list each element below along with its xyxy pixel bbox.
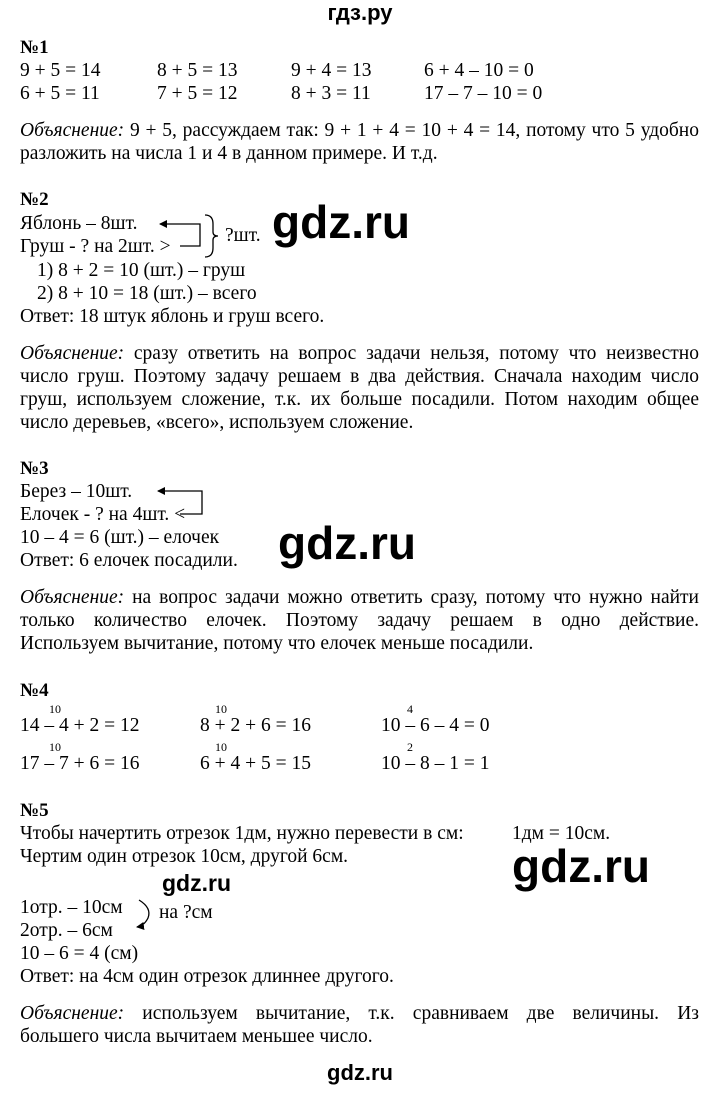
watermark: gdz.ru (272, 196, 410, 248)
task2-title: №2 (20, 189, 49, 210)
task2-explanation-line: груш, используем сложение, т.к. их больше посадили. Потом находим общее (20, 389, 699, 410)
task5-curved-arrow (137, 900, 149, 927)
task5-step: 10 – 6 = 4 (см) (20, 943, 139, 964)
task4-expr: 17 – 7 + 6 = 16 (20, 753, 140, 774)
task5-question: на ?см (159, 902, 213, 923)
task5-segment: 1отр. – 10см (20, 897, 123, 918)
task5-segment: 2отр. – 6см (20, 920, 113, 941)
task4-expr: 10 – 8 – 1 = 1 (381, 753, 490, 774)
task5-text: Чертим один отрезок 10см, другой 6см. (20, 846, 349, 867)
task5-title: №5 (20, 800, 49, 821)
task4-hint: 2 (407, 740, 413, 754)
task4-hint: 10 (215, 740, 227, 754)
task1-title: №1 (20, 37, 49, 58)
task3-explanation-line: только количество елочек. Поэтому задачу решаем в одно действие. (20, 610, 699, 631)
task2-explanation-line: число деревьев, «всего», используем сложение. (20, 412, 414, 433)
task2-condition: Яблонь – 8шт. (20, 213, 138, 234)
task4-hint: 10 (49, 702, 61, 716)
site-header: гдз.ру (327, 0, 393, 25)
task4-expr: 8 + 2 + 6 = 16 (200, 715, 311, 736)
task1-expr: 17 – 7 – 10 = 0 (424, 83, 543, 104)
task5-explanation: Объяснение: используем вычитание, т.к. сравниваем две величины. Из (20, 1003, 699, 1024)
task3-title: №3 (20, 458, 49, 479)
task3-condition: Елочек - ? на 4шт. < (20, 504, 186, 525)
explanation-label: Объяснение: (20, 587, 125, 608)
task3-explanation: Объяснение: на вопрос задачи можно ответить сразу, потому что нужно найти (20, 587, 699, 608)
task5-explanation-line: большего числа вычитаем меньшее число. (20, 1026, 373, 1047)
task2-relation-arrow (160, 224, 200, 246)
task2-step: 1) 8 + 2 = 10 (шт.) – груш (37, 260, 246, 281)
task2-condition: Груш - ? на 2шт. > (20, 236, 171, 257)
task4-expr: 14 – 4 + 2 = 12 (20, 715, 140, 736)
explanation-label: Объяснение: (20, 120, 125, 141)
task5-text: Чтобы начертить отрезок 1дм, нужно перевести в см: (20, 823, 464, 844)
task2-question: ?шт. (225, 225, 261, 246)
task3-answer: Ответ: 6 елочек посадили. (20, 550, 238, 571)
watermark: gdz.ru (512, 840, 650, 892)
task4-hint: 4 (407, 702, 413, 716)
task3-explanation-line: Используем вычитание, потому что елочек меньше посадили. (20, 633, 534, 654)
task1-expr: 9 + 5 = 14 (20, 60, 101, 81)
task1-expr: 8 + 5 = 13 (157, 60, 238, 81)
task1-expr: 6 + 4 – 10 = 0 (424, 60, 534, 81)
task1-expr: 6 + 5 = 11 (20, 83, 100, 104)
task3-condition: Берез – 10шт. (20, 481, 133, 502)
task2-explanation-line: число груш. Поэтому задачу решаем в два действия. Сначала находим число (20, 366, 699, 387)
task1-expr: 9 + 4 = 13 (291, 60, 372, 81)
task1-explanation: Объяснение: 9 + 5, рассуждаем так: 9 + 1 + 4 = 10 + 4 = 14, потому что 5 удобно (20, 120, 699, 141)
task2-answer: Ответ: 18 штук яблонь и груш всего. (20, 306, 325, 327)
task4-hint: 10 (49, 740, 61, 754)
explanation-label: Объяснение: (20, 1003, 125, 1024)
task3-relation-arrow (158, 491, 202, 514)
task5-conversion: 1дм = 10см. (512, 823, 611, 844)
task1-explanation-line: разложить на числа 1 и 4 в данном примере. И т.д. (20, 143, 438, 164)
footer-watermark: gdz.ru (327, 1060, 393, 1085)
task2-brace (205, 215, 218, 257)
task5-answer: Ответ: на 4см один отрезок длиннее другого. (20, 966, 394, 987)
explanation-label: Объяснение: (20, 343, 125, 364)
task1-expr: 8 + 3 = 11 (291, 83, 371, 104)
task4-hint: 10 (215, 702, 227, 716)
task1-expr: 7 + 5 = 12 (157, 83, 238, 104)
task2-explanation: Объяснение: сразу ответить на вопрос задачи нельзя, потому что неизвестно (20, 343, 699, 364)
watermark: gdz.ru (278, 517, 416, 569)
task3-step: 10 – 4 = 6 (шт.) – елочек (20, 527, 220, 548)
task4-expr: 10 – 6 – 4 = 0 (381, 715, 490, 736)
task4-expr: 6 + 4 + 5 = 15 (200, 753, 311, 774)
watermark: gdz.ru (162, 870, 231, 896)
task2-step: 2) 8 + 10 = 18 (шт.) – всего (37, 283, 257, 304)
task4-title: №4 (20, 680, 49, 701)
